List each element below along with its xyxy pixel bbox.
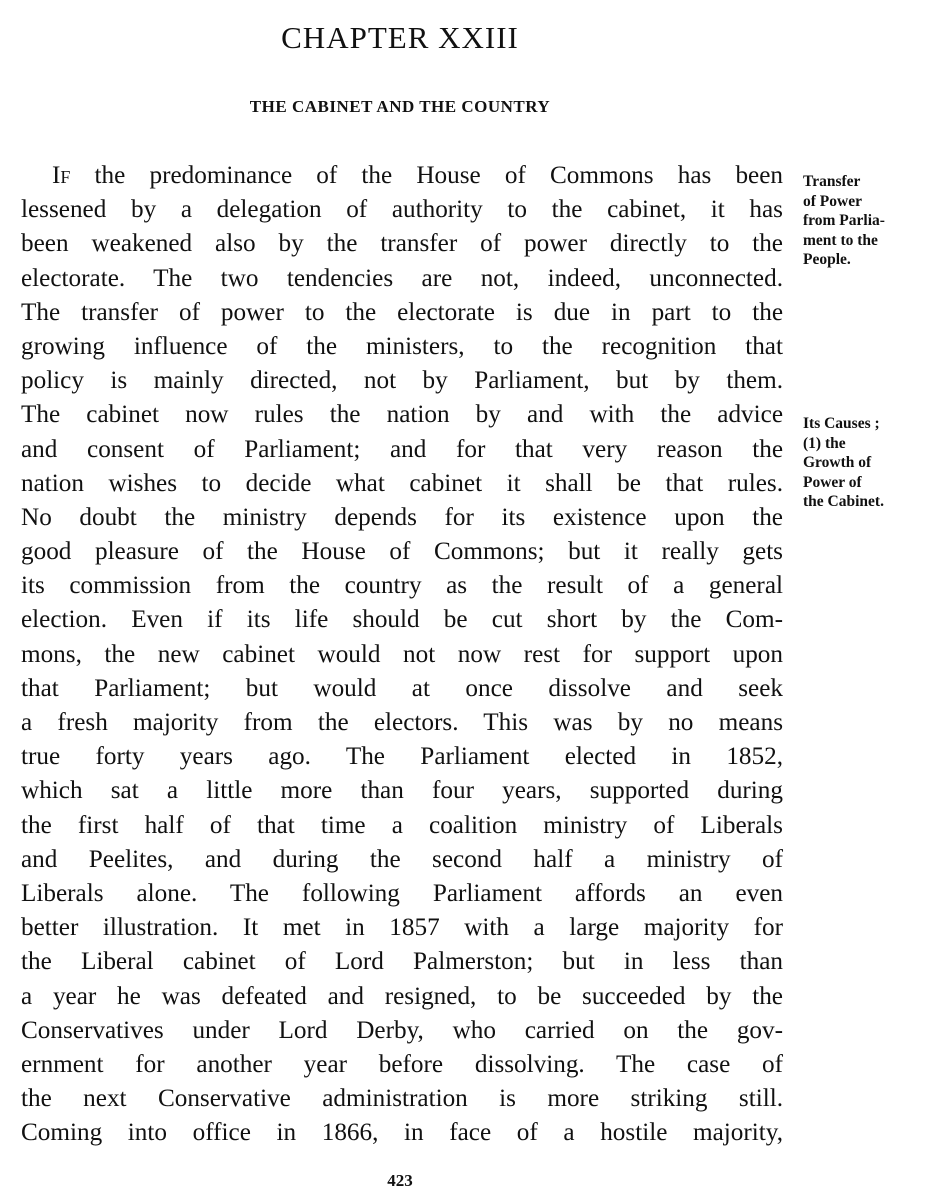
text-line: policy is mainly directed, not by Parliament, but by them. [21,367,783,395]
text-line: true forty years ago. The Parliament elected in 1852, [21,743,783,771]
text-line: which sat a little more than four years, supported during [21,777,783,805]
text-line-content: the predominance of the House of Commons has been [70,162,783,189]
text-line: mons, the new cabinet would not now rest for support upon [21,640,783,668]
text-line: that Parliament; but would at once dissolve and seek [21,674,783,702]
chapter-heading: CHAPTER XXIII [281,20,519,55]
text-line [21,159,783,193]
text-line: a fresh majority from the electors. This was by no means [21,709,783,736]
text-line: a year he was defeated and resigned, to be succeeded by the [21,982,783,1010]
margin-note-line: (1) the [803,434,846,452]
text-line: Conservatives under Lord Derby, who carried on the gov- [21,1016,783,1044]
text-line: better illustration. It met in 1857 with a large majority for [21,914,783,942]
text-line: and consent of Parliament; and for that very reason the [21,435,783,463]
margin-note-line: Growth of [803,454,872,471]
margin-note-line: Transfer [803,173,861,190]
margin-note-line: Power of [803,473,862,491]
chapter-subtitle: THE CABINET AND THE COUNTRY [249,97,551,116]
text-line: the first half of that time a coalition ministry of Liberals [21,811,783,839]
text-line: electorate. The two tendencies are not, indeed, unconnected. [21,264,783,292]
text-line: Liberals alone. The following Parliament affords an even [21,879,783,907]
body-paragraph [21,159,783,1150]
text-line: good pleasure of the House of Commons; but it really gets [21,538,783,566]
text-line: been weakened also by the transfer of power directly to the [21,230,783,258]
text-line: The transfer of power to the electorate is due in part to the [21,298,783,326]
drop-word: If [52,162,71,189]
text-line: election. Even if its life should be cut short by the Com- [21,606,783,634]
text-line: ernment for another year before dissolving. The case of [21,1050,783,1078]
page-number: 423 [387,1171,413,1190]
margin-note-line: People. [803,251,851,268]
text-line: No doubt the ministry depends for its existence upon the [21,503,783,531]
margin-note-transfer-of-power [803,172,928,270]
text-line: and Peelites, and during the second half a ministry of [21,845,783,873]
text-line: growing influence of the ministers, to the recognition that [21,332,783,360]
margin-note-its-causes [803,414,928,512]
text-line: the Liberal cabinet of Lord Palmerston; but in less than [21,948,783,976]
margin-note-line: of Power [803,192,862,210]
text-line: the next Conservative administration is more striking still. [21,1085,783,1113]
text-line: lessened by a delegation of authority to the cabinet, it has [21,196,783,224]
margin-note-line: Its Causes ; [803,415,880,432]
text-line: Coming into office in 1866, in face of a hostile majority, [21,1119,783,1147]
margin-note-line: from Parlia- [803,212,885,229]
text-line: nation wishes to decide what cabinet it shall be that rules. [21,469,783,497]
margin-note-line: ment to the [803,231,878,249]
text-line: The cabinet now rules the nation by and with the advice [21,401,783,429]
text-line: its commission from the country as the result of a general [21,572,783,600]
margin-note-line: the Cabinet. [803,493,884,510]
